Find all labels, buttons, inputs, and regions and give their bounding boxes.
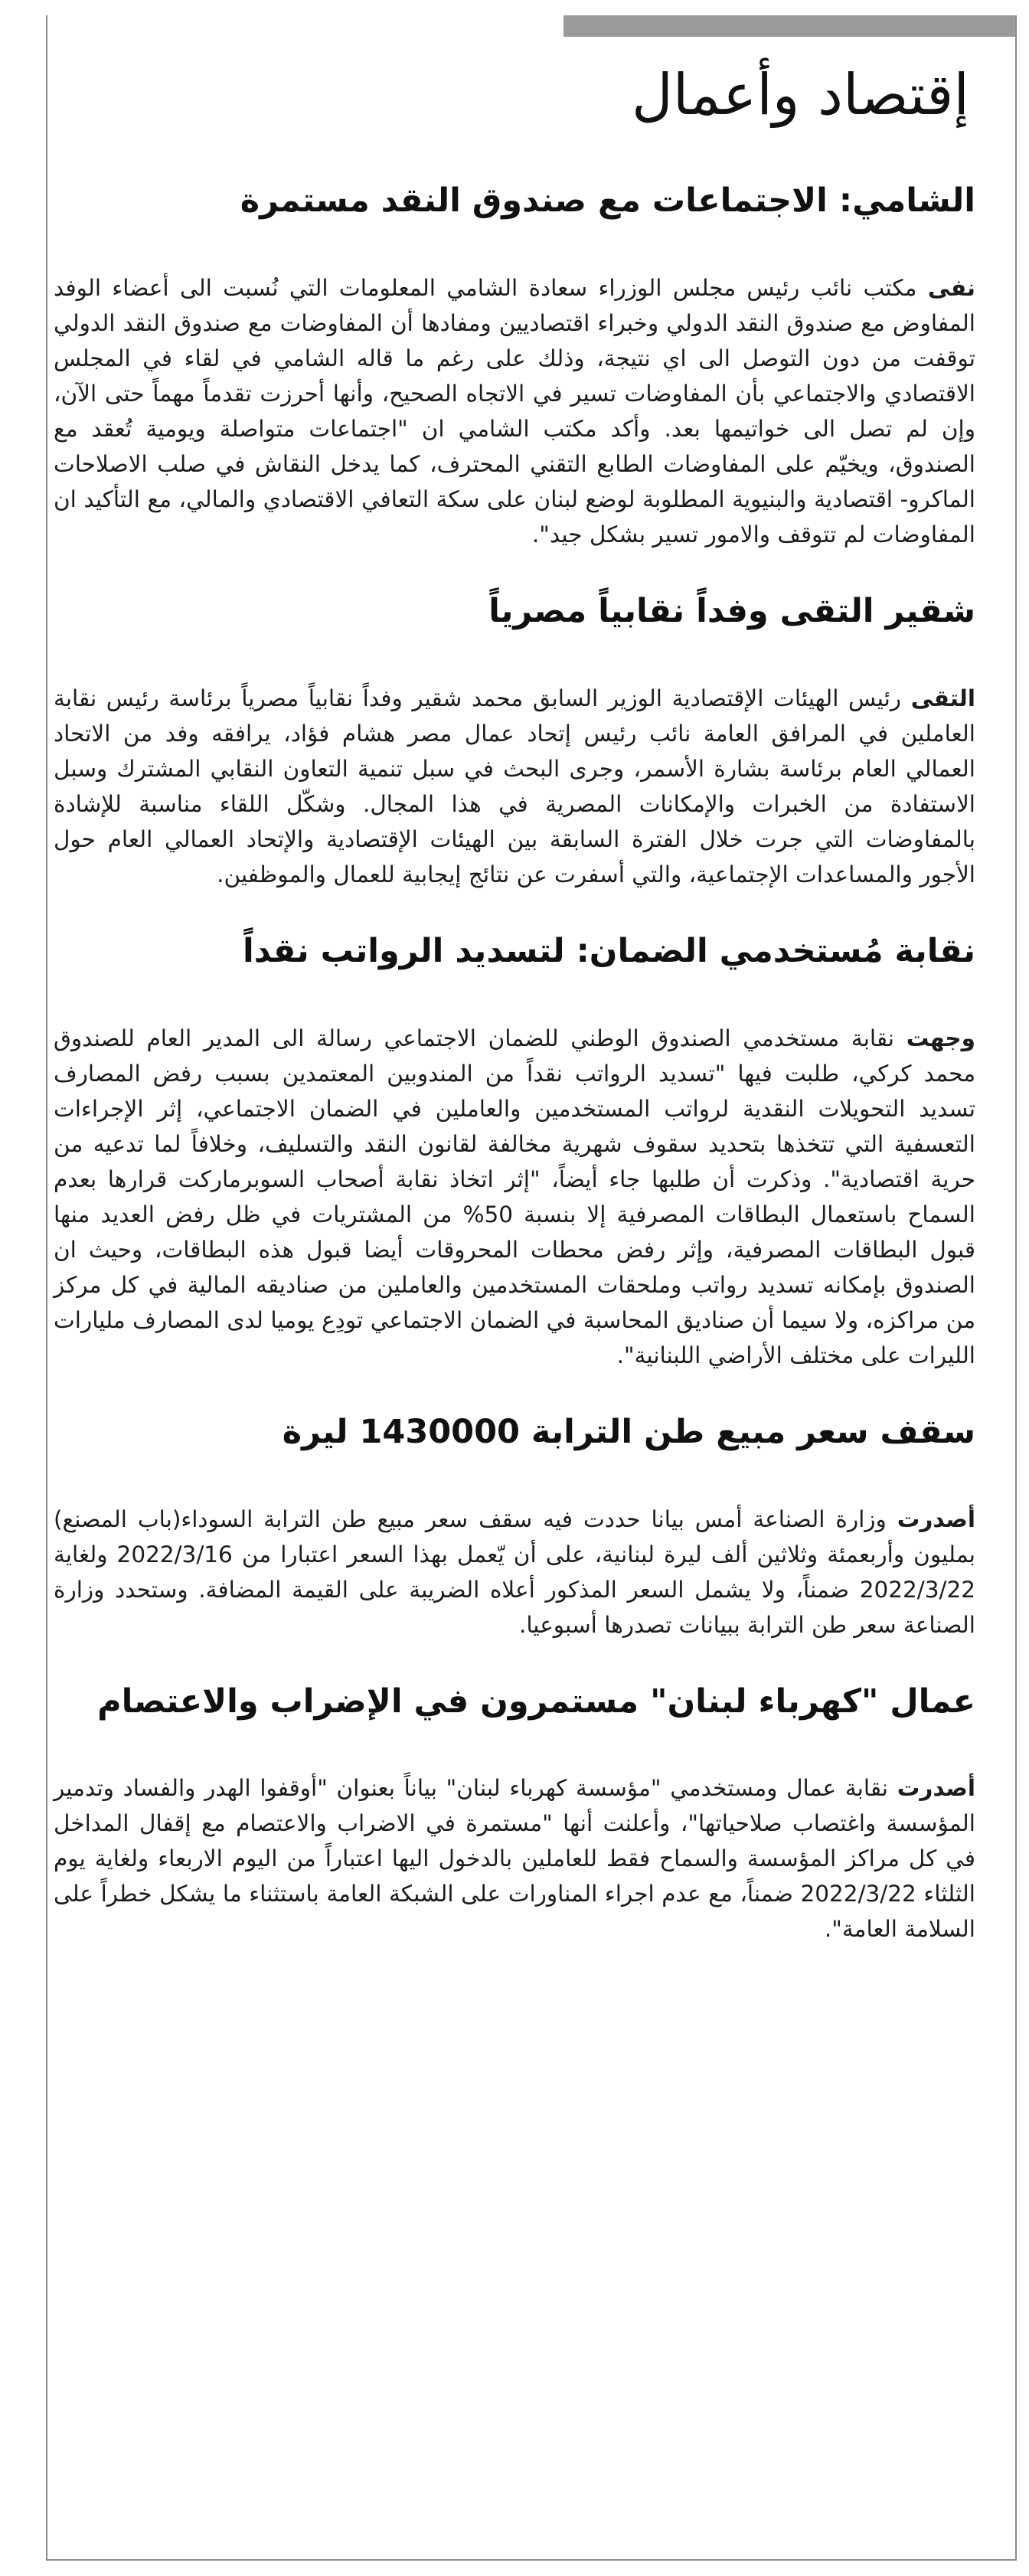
article-text: مكتب نائب رئيس مجلس الوزراء سعادة الشامي المعلومات التي نُسبت الى أعضاء الوفد المفاوض مع صندوق النقد الدولي وخبراء اقتصاديين ومفادها أن المفاوضات مع صندوق النقد الدولي توقفت من دون التوصل الى اي نتيجة، وذلك على رغم ما قاله الشامي في لقاء في المجلس الاقتصادي والاجتماعي بأن المفاوضات تسير في الاتجاه الصحيح، وأنها أحرزت تقدماً مهماً حتى الآن، وإن لم تصل الى خواتيمها بعد. وأكد مكتب الشامي ان "اجتماعات متواصلة ويومية تُعقد مع الصندوق، ويخيّم على المفاوضات الطابع التقني المحترف، كما يدخل النقاش في صلب الاصلاحات الماكرو- اقتصادية والبنيوية المطلوبة لوضع لبنان على سكة التعافي الاقتصادي والمالي، مع التأكيد ان المفاوضات لم تتوقف والامور تسير بشكل جيد". — [54, 274, 975, 548]
article-headline: الشامي: الاجتماعات مع صندوق النقد مستمرة — [240, 181, 975, 220]
article-body — [54, 1021, 975, 1373]
article-text: رئيس الهيئات الإقتصادية الوزير السابق محمد شقير وفداً نقابياً مصرياً برئاسة رئيس نقابة العاملين في المرافق العامة نائب رئيس إتحاد عمال مصر هشام فؤاد، يرافقه وفد من الاتحاد العمالي العام برئاسة بشارة الأسمر، وجرى البحث في سبل تنمية التعاون النقابي المشترك وسبل الاستفادة من الخبرات والإمكانات المصرية في هذا المجال. وشكّل اللقاء مناسبة للإشادة بالمفاوضات التي جرت خلال الفترة السابقة بين الهيئات الإقتصادية والإتحاد العمالي العام حول الأجور والمساعدات الإجتماعية، والتي أسفرت عن نتائج إيجابية للعمال والموظفين. — [54, 685, 975, 888]
article-body — [54, 1502, 975, 1643]
article-headline: عمال "كهرباء لبنان" مستمرون في الإضراب والاعتصام — [97, 1682, 975, 1721]
article-shami-imf — [54, 180, 975, 552]
article-cement-price — [54, 1411, 975, 1643]
article-headline: شقير التقى وفداً نقابياً مصرياً — [488, 591, 975, 630]
article-body — [54, 270, 975, 552]
article-lead-word: التقى — [910, 685, 975, 711]
article-lead-word: وجهت — [906, 1025, 975, 1051]
article-body — [54, 1770, 975, 1947]
articles-column — [54, 180, 975, 1985]
article-text: نقابة عمال ومستخدمي "مؤسسة كهرباء لبنان" بياناً بعنوان "أوقفوا الهدر والفساد وتدمير المؤسسة واغتصاب صلاحياتها"، وأعلنت أنها "مستمرة في الاضراب والاعتصام مع إقفال المداخل في كل مراكز المؤسسة والسماح فقط للعاملين بالدخول اليها اعتباراً من اليوم الاربعاء ولغاية يوم الثلثاء 2022/3/22 ضمناً، مع عدم اجراء المناورات على الشبكة العامة باستثناء ما يشكل خطراً على السلامة العامة". — [54, 1775, 975, 1943]
article-text: وزارة الصناعة أمس بيانا حددت فيه سقف سعر مبيع طن الترابة السوداء(باب المصنع) بمليون وأربعمئة وثلاثين ألف ليرة لبنانية، على أن يّعمل بهذا السعر اعتبارا من 2022/3/16 ولغاية 2022/3/22 ضمناً، ولا يشمل السعر المذكور أعلاه الضريبة على القيمة المضافة. وستحدد وزارة الصناعة سعر طن الترابة ببيانات تصدرها أسبوعيا. — [54, 1505, 975, 1638]
article-shukair-egypt — [54, 590, 975, 892]
article-nssf-salaries — [54, 930, 975, 1373]
article-headline: نقابة مُستخدمي الضمان: لتسديد الرواتب نقداً — [242, 931, 975, 970]
article-lead-word: نفى — [927, 274, 975, 301]
article-body — [54, 681, 975, 892]
article-headline: سقف سعر مبيع طن الترابة 1430000 ليرة — [282, 1412, 975, 1451]
section-title: إقتصاد وأعمال — [631, 62, 969, 128]
article-lead-word: أصدرت — [897, 1775, 975, 1802]
article-text: نقابة مستخدمي الصندوق الوطني للضمان الاجتماعي رسالة الى المدير العام للصندوق محمد كركي، طلبت فيها "تسديد الرواتب نقداً من المندوبين المعتمدين بسبب رفض المصارف تسديد التحويلات النقدية لرواتب المستخدمين والعاملين في الضمان الاجتماعي، إثر الإجراءات التعسفية التي تتخذها بتحديد سقوف شهرية مخالفة لقانون النقد والتسليف، وخلافاً لما تدعيه من حرية اقتصادية". وذكرت أن طلبها جاء أيضاً، "إثر اتخاذ نقابة أصحاب السوبرماركت قرارها بعدم السماح باستعمال البطاقات المصرفية إلا بنسبة 50% من المشتريات في ظل رفض العديد منها قبول البطاقات المصرفية، وإثر رفض محطات المحروقات أيضا قبول هذه البطاقات، وحيث ان الصندوق بإمكانه تسديد رواتب وملحقات المستخدمين والعاملين من صناديقه المالية في كل مركز من مراكزه، ولا سيما أن صناديق المحاسبة في الضمان الاجتماعي تودِع يوميا لدى المصارف مليارات الليرات على مختلف الأراضي اللبنانية". — [54, 1025, 975, 1368]
article-lead-word: أصدرت — [897, 1505, 975, 1532]
section-header-bar — [564, 15, 1015, 37]
article-edl-strike — [54, 1681, 975, 1947]
